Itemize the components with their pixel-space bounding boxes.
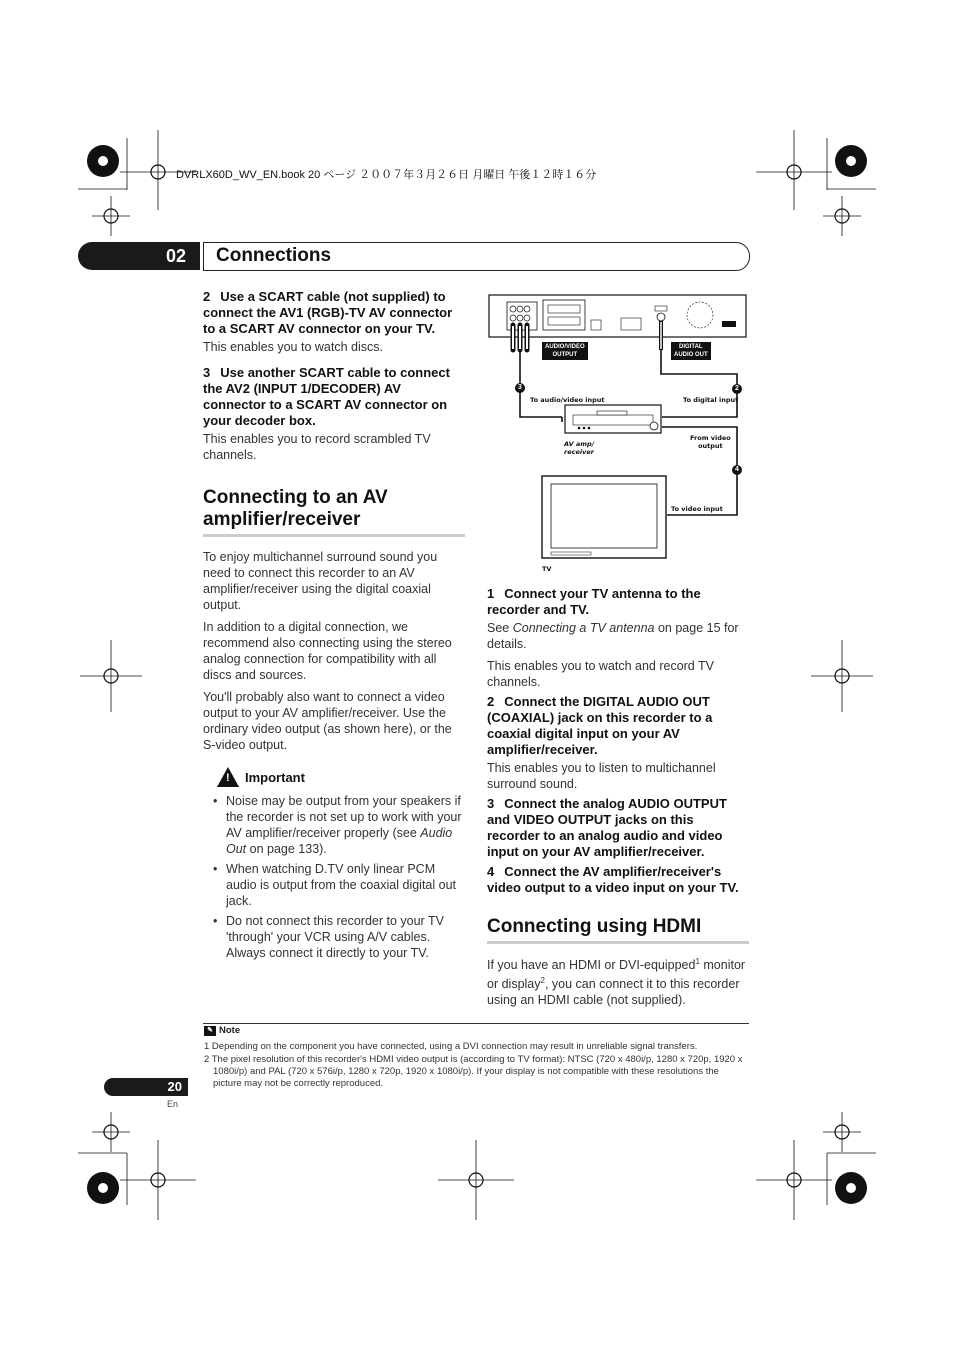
chapter-title: Connections [216, 245, 332, 266]
chapter-tab [78, 242, 200, 270]
note-divider [203, 1023, 749, 1024]
to-audio-video-input-label: To audio/video input [530, 396, 605, 404]
step-1-antenna: 1 Connect your TV antenna to the recorder and TV. [487, 586, 701, 617]
important-list [203, 793, 465, 961]
footnote-2: 2 The pixel resolution of this recorder's HDMI video output is (according to TV format): NTSC (720 x 480i/p, 1280 x 720p, 1920 x 1080i/p) and PAL (720 x 576i/p, 1280 x 720p, 1920 x 1080i/p). If your display is not compatible with these resolutions the picture may not be correctly reproduced. [204, 1054, 743, 1089]
audio-video-output-badge: AUDIO/VIDEO OUTPUT [542, 342, 588, 360]
connection-diagram [487, 292, 749, 577]
step-2-scart-tv: 2 Use a SCART cable (not supplied) to connect the AV1 (RGB)-TV AV connector to a SCART AV connector on your TV. [203, 289, 453, 336]
important-label: Important [245, 769, 305, 785]
list-item: • Noise may be output from your speakers if the recorder is not set up to work with your AV amplifier/receiver properly (see Audio Out on page 133). [213, 793, 465, 857]
callout-4: 4 [732, 465, 742, 475]
step-1-body: This enables you to watch and record TV channels. [487, 659, 714, 689]
page-language: En [167, 1099, 179, 1109]
callout-3: 3 [515, 383, 525, 393]
note-label: Note [219, 1025, 241, 1036]
step-3-scart-decoder: 3 Use another SCART cable to connect the AV2 (INPUT 1/DECODER) AV connector to a SCART AV connector on your decoder box. [203, 365, 450, 428]
pencil-icon: ✎ [204, 1026, 216, 1036]
page-number-tab [104, 1078, 188, 1096]
to-digital-input-label: To digital input [683, 396, 739, 404]
book-file-header: DVRLX60D_WV_EN.book 20 ページ ２００７年３月２６日 月曜日 午後１２時１６分 [176, 169, 597, 181]
av-amp-receiver-label: AV amp/ receiver [564, 440, 595, 456]
step-1-see: See Connecting a TV antenna on page 15 for details. [487, 621, 739, 651]
right-column [487, 586, 749, 1014]
step-4-video: 4 Connect the AV amplifier/receiver's video output to a video input on your TV. [487, 864, 739, 895]
hdmi-paragraph: If you have an HDMI or DVI-equipped$^1$ monitor or display$^2$, you can connect it to this recorder using an HDMI cable (not supplied). [487, 957, 746, 1008]
important-heading [217, 767, 465, 787]
list-item: • When watching D.TV only linear PCM audio is output from the coaxial digital out jack. [213, 861, 465, 909]
page-number: 20 [167, 1079, 182, 1094]
tv-label: TV [542, 565, 552, 573]
from-video-output-label: From video output [690, 434, 731, 450]
chapter-title-box [203, 242, 750, 271]
warning-icon: ! [217, 767, 239, 787]
footnote-1: 1 Depending on the component you have connected, using a DVI connection may result in unreliable signal transfers. [204, 1041, 698, 1052]
paragraph: You'll probably also want to connect a video output to your AV amplifier/receiver. Use the ordinary video output (as shown here), or the S-video output. [203, 690, 452, 752]
step-2-body: This enables you to watch discs. [203, 340, 383, 354]
list-item: • Do not connect this recorder to your TV 'through' your VCR using A/V cables. Always connect it directly to your TV. [213, 913, 465, 961]
section-title-av-amplifier: Connecting to an AV amplifier/receiver [203, 487, 465, 537]
footnotes [204, 1041, 749, 1091]
paragraph: In addition to a digital connection, we recommend also connecting using the stereo analog connection for compatibility with all discs and sources. [203, 620, 452, 682]
step-3-analog: 3 Connect the analog AUDIO OUTPUT and VIDEO OUTPUT jacks on this recorder to an analog audio and video input on your AV amplifier/receiver. [487, 796, 727, 859]
callout-2: 2 [732, 384, 742, 394]
step-2-body: This enables you to listen to multichannel surround sound. [487, 761, 716, 791]
left-column [203, 289, 465, 965]
to-video-input-label: To video input [671, 505, 723, 513]
step-2-digital: 2 Connect the DIGITAL AUDIO OUT (COAXIAL) jack on this recorder to a coaxial digital input on your AV amplifier/receiver. [487, 694, 713, 757]
chapter-number: 02 [165, 246, 186, 266]
section-title-hdmi: Connecting using HDMI [487, 916, 749, 944]
note-heading [204, 1025, 240, 1036]
digital-audio-out-badge: DIGITAL AUDIO OUT [671, 342, 711, 360]
step-3-body: This enables you to record scrambled TV channels. [203, 432, 431, 462]
paragraph: To enjoy multichannel surround sound you need to connect this recorder to an AV amplifier/receiver using the digital coaxial output. [203, 550, 438, 612]
